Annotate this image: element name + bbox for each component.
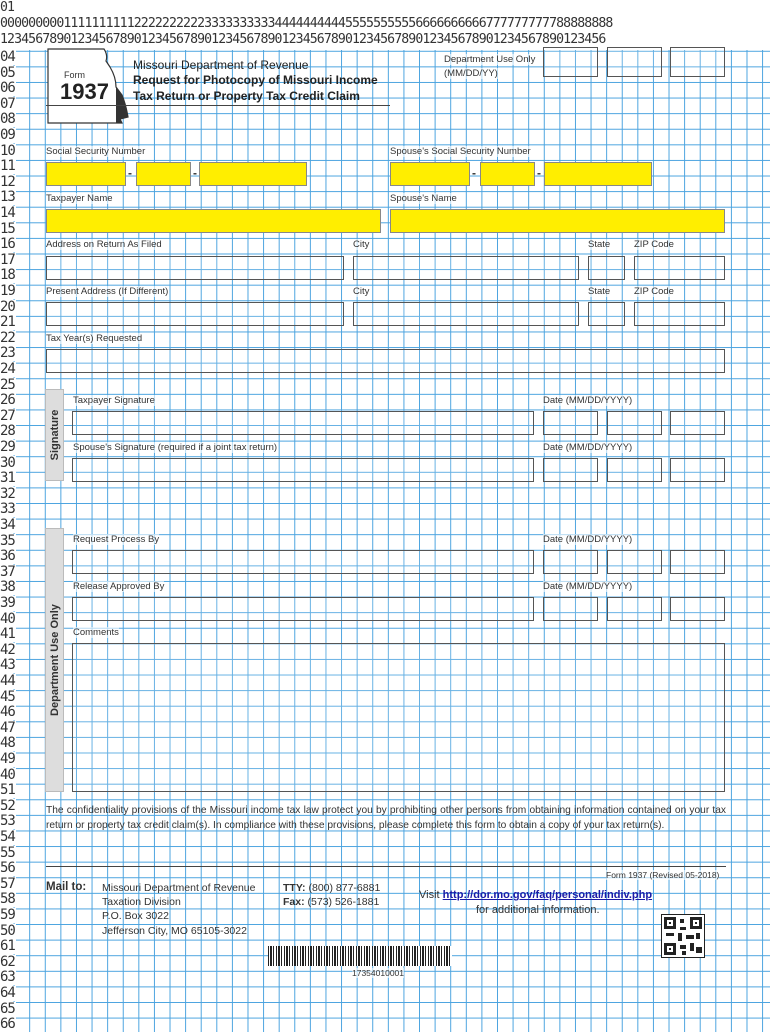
spouse-name-label: Spouse's Name bbox=[390, 193, 457, 204]
ruler-label: 63 bbox=[0, 969, 15, 986]
taxpayer-signature-input[interactable] bbox=[72, 411, 534, 435]
top-ruler bbox=[0, 0, 770, 50]
ruler-row-1: 01 bbox=[0, 0, 15, 15]
ruler-label: 61 bbox=[0, 938, 15, 955]
ruler-label: 38 bbox=[0, 579, 15, 596]
agency-name: Missouri Department of Revenue bbox=[133, 58, 309, 72]
process-by-label: Request Process By bbox=[73, 534, 160, 545]
ruler-label: 12 bbox=[0, 173, 15, 190]
state-input[interactable] bbox=[588, 256, 625, 280]
spouse-signature-input[interactable] bbox=[72, 458, 534, 482]
ruler-label: 11 bbox=[0, 158, 15, 175]
ruler-label: 29 bbox=[0, 439, 15, 455]
ruler-label: 28 bbox=[0, 423, 15, 440]
ruler-label: 64 bbox=[0, 985, 15, 1001]
ssn-dash: - bbox=[128, 166, 132, 180]
release-date-yyyy[interactable] bbox=[670, 597, 725, 621]
ruler-label: 65 bbox=[0, 1000, 15, 1017]
ssn-label: Social Security Number bbox=[46, 146, 146, 157]
department-use-tab-label: Department Use Only bbox=[48, 604, 61, 716]
ruler-label: 09 bbox=[0, 127, 15, 143]
ruler-label: 62 bbox=[0, 953, 15, 970]
faq-link[interactable]: http://dor.mo.gov/faq/personal/indiv.php bbox=[442, 889, 653, 901]
ruler-label: 66 bbox=[0, 1016, 15, 1032]
mail-to-label: Mail to: bbox=[46, 881, 87, 893]
visit-text: Visit bbox=[419, 889, 440, 901]
taxpayer-sig-date-yyyy[interactable] bbox=[670, 411, 725, 435]
ruler-label: 45 bbox=[0, 688, 15, 705]
present-state-input[interactable] bbox=[588, 302, 625, 326]
ruler-label: 35 bbox=[0, 532, 15, 549]
ruler-label: 27 bbox=[0, 407, 15, 424]
dept-date-mm[interactable] bbox=[543, 47, 598, 77]
ruler-label: 19 bbox=[0, 283, 15, 299]
spouse-ssn-label: Spouse's Social Security Number bbox=[390, 146, 531, 157]
taxpayer-sig-date-dd[interactable] bbox=[607, 411, 662, 435]
signature-tab bbox=[45, 389, 64, 481]
fax-number: (573) 526-1881 bbox=[307, 896, 380, 909]
mailing-address bbox=[102, 881, 256, 938]
state-label: State bbox=[588, 286, 611, 297]
process-date-mm[interactable] bbox=[543, 550, 598, 574]
ssn-dash: - bbox=[193, 166, 197, 180]
spouse-ssn-dash: - bbox=[472, 166, 476, 180]
process-date-yyyy[interactable] bbox=[670, 550, 725, 574]
release-by-input[interactable] bbox=[72, 597, 534, 621]
process-date-label: Date (MM/DD/YYYY) bbox=[543, 534, 633, 545]
address-line: P.O. Box 3022 bbox=[102, 910, 169, 923]
present-address-input[interactable] bbox=[46, 302, 344, 326]
tty-label: TTY: bbox=[283, 882, 306, 894]
phone-info bbox=[283, 881, 380, 909]
barcode-number: 17354010001 bbox=[352, 968, 405, 978]
ssn-part-3[interactable] bbox=[199, 162, 307, 186]
spouse-sig-date-dd[interactable] bbox=[607, 458, 662, 482]
ruler-label: 52 bbox=[0, 797, 15, 814]
ruler-label: 04 bbox=[0, 49, 15, 65]
ruler-row-2: 000000000111111111122222222223333333333444444444455555555556666666666777777777788888888 bbox=[0, 16, 613, 31]
process-date-dd[interactable] bbox=[607, 550, 662, 574]
ruler-label: 21 bbox=[0, 314, 15, 331]
taxpayer-name-input[interactable] bbox=[46, 209, 381, 233]
dept-use-label: Department Use Only bbox=[444, 54, 536, 65]
dept-date-dd[interactable] bbox=[607, 47, 662, 77]
ruler-label: 47 bbox=[0, 719, 15, 736]
taxpayer-signature-label: Taxpayer Signature bbox=[73, 395, 155, 406]
spouse-ssn-part-3[interactable] bbox=[544, 162, 652, 186]
release-by-label: Release Approved By bbox=[73, 581, 165, 592]
dept-date-yy[interactable] bbox=[670, 47, 725, 77]
spouse-ssn-dash: - bbox=[537, 166, 541, 180]
zip-label: ZIP Code bbox=[634, 239, 674, 250]
more-info-text: for additional information. bbox=[476, 904, 600, 916]
spouse-signature-label: Spouse's Signature (required if a joint tax return) bbox=[73, 442, 278, 453]
zip-label: ZIP Code bbox=[634, 286, 674, 297]
confidentiality-notice: The confidentiality provisions of the Missouri income tax law protect you by prohibiting other persons from obtaining information contained on your tax return or property tax credit claim(s). In compliance with these provisions, please complete this form to obtain a copy of your tax return(s). bbox=[46, 805, 726, 831]
city-label: City bbox=[353, 239, 370, 250]
form-title-line-2: Tax Return or Property Tax Credit Claim bbox=[133, 89, 360, 103]
ruler-label: 06 bbox=[0, 80, 15, 97]
ruler-label: 13 bbox=[0, 189, 15, 206]
ruler-label: 17 bbox=[0, 251, 15, 268]
taxpayer-sig-date-label: Date (MM/DD/YYYY) bbox=[543, 395, 633, 406]
present-address-label: Present Address (If Different) bbox=[46, 286, 169, 297]
ruler-label: 36 bbox=[0, 548, 15, 565]
signature-tab-label: Signature bbox=[48, 409, 61, 461]
form-title-line-1: Request for Photocopy of Missouri Income bbox=[133, 73, 378, 87]
header-rule bbox=[46, 105, 390, 106]
spouse-ssn-part-2[interactable] bbox=[480, 162, 535, 186]
form-word: Form bbox=[64, 70, 85, 80]
present-zip-input[interactable] bbox=[634, 302, 725, 326]
comments-label: Comments bbox=[73, 627, 119, 638]
ruler-label: 58 bbox=[0, 891, 15, 908]
release-date-label: Date (MM/DD/YYYY) bbox=[543, 581, 633, 592]
taxpayer-sig-date-mm[interactable] bbox=[543, 411, 598, 435]
ruler-label: 48 bbox=[0, 735, 15, 752]
ruler-label: 31 bbox=[0, 470, 15, 487]
process-by-input[interactable] bbox=[72, 550, 534, 574]
ruler-label: 40 bbox=[0, 766, 15, 783]
tax-years-label: Tax Year(s) Requested bbox=[46, 333, 143, 344]
ruler-label: 33 bbox=[0, 501, 15, 518]
ruler-label: 15 bbox=[0, 220, 15, 237]
form-revision: Form 1937 (Revised 05-2018) bbox=[606, 870, 720, 880]
release-date-dd[interactable] bbox=[607, 597, 662, 621]
ruler-label: 51 bbox=[0, 782, 15, 799]
spouse-sig-date-mm[interactable] bbox=[543, 458, 598, 482]
ruler-label: 05 bbox=[0, 64, 15, 81]
ruler-label: 41 bbox=[0, 626, 15, 643]
department-use-tab bbox=[45, 528, 64, 792]
tty-number: (800) 877-6881 bbox=[308, 882, 381, 894]
qr-code[interactable] bbox=[661, 914, 705, 958]
spouse-name-input[interactable] bbox=[390, 209, 725, 233]
address-filed-input[interactable] bbox=[46, 256, 344, 280]
taxpayer-name-label: Taxpayer Name bbox=[46, 193, 113, 204]
ruler-label: 30 bbox=[0, 454, 15, 471]
ruler-label: 40 bbox=[0, 610, 15, 627]
address-line: Jefferson City, MO 65105-3022 bbox=[102, 924, 247, 937]
release-date-mm[interactable] bbox=[543, 597, 598, 621]
ruler-label: 10 bbox=[0, 142, 15, 159]
ruler-label: 42 bbox=[0, 641, 15, 658]
ruler-label: 56 bbox=[0, 860, 15, 877]
footer-rule bbox=[46, 866, 726, 867]
spouse-ssn-part-1[interactable] bbox=[390, 162, 470, 186]
visit-line bbox=[419, 888, 652, 902]
address-filed-label: Address on Return As Filed bbox=[46, 239, 162, 250]
state-label: State bbox=[588, 239, 611, 250]
ruler-label: 34 bbox=[0, 517, 15, 533]
ruler-label: 37 bbox=[0, 563, 15, 580]
dept-use-format: (MM/DD/YY) bbox=[444, 68, 498, 79]
ruler-label: 43 bbox=[0, 657, 15, 674]
ruler-label: 26 bbox=[0, 392, 15, 409]
ruler-label: 25 bbox=[0, 376, 15, 393]
fax-label: Fax: bbox=[283, 896, 305, 909]
form-number: 1937 bbox=[60, 79, 109, 104]
left-ruler bbox=[0, 49, 40, 1032]
comments-input[interactable] bbox=[72, 643, 725, 792]
address-line: Missouri Department of Revenue bbox=[102, 882, 256, 894]
ruler-label: 07 bbox=[0, 95, 15, 112]
ruler-label: 49 bbox=[0, 751, 15, 767]
address-line: Taxation Division bbox=[102, 896, 181, 909]
ruler-label: 57 bbox=[0, 875, 15, 892]
present-city-input[interactable] bbox=[353, 302, 579, 326]
ruler-label: 18 bbox=[0, 267, 15, 284]
ruler-label: 14 bbox=[0, 205, 15, 221]
ruler-label: 54 bbox=[0, 829, 15, 845]
ruler-label: 44 bbox=[0, 673, 15, 689]
ruler-label: 22 bbox=[0, 329, 15, 346]
ruler-label: 59 bbox=[0, 907, 15, 923]
ruler-row-3: 12345678901234567890123456789012345678901234567890123456789012345678901234567890123456 bbox=[0, 32, 606, 47]
ssn-part-1[interactable] bbox=[46, 162, 126, 186]
ruler-label: 23 bbox=[0, 345, 15, 362]
ruler-label: 20 bbox=[0, 298, 15, 315]
ruler-label: 32 bbox=[0, 485, 15, 502]
spouse-sig-date-label: Date (MM/DD/YYYY) bbox=[543, 442, 633, 453]
barcode bbox=[268, 946, 452, 966]
spouse-sig-date-yyyy[interactable] bbox=[670, 458, 725, 482]
ruler-label: 53 bbox=[0, 813, 15, 830]
city-label: City bbox=[353, 286, 370, 297]
ruler-label: 46 bbox=[0, 704, 15, 721]
zip-input[interactable] bbox=[634, 256, 725, 280]
ssn-part-2[interactable] bbox=[136, 162, 191, 186]
ruler-label: 24 bbox=[0, 361, 15, 377]
city-input[interactable] bbox=[353, 256, 579, 280]
ruler-label: 08 bbox=[0, 111, 15, 128]
ruler-label: 16 bbox=[0, 236, 15, 253]
tax-years-input[interactable] bbox=[46, 349, 725, 373]
ruler-label: 50 bbox=[0, 922, 15, 939]
ruler-label: 55 bbox=[0, 844, 15, 861]
ruler-label: 39 bbox=[0, 595, 15, 611]
